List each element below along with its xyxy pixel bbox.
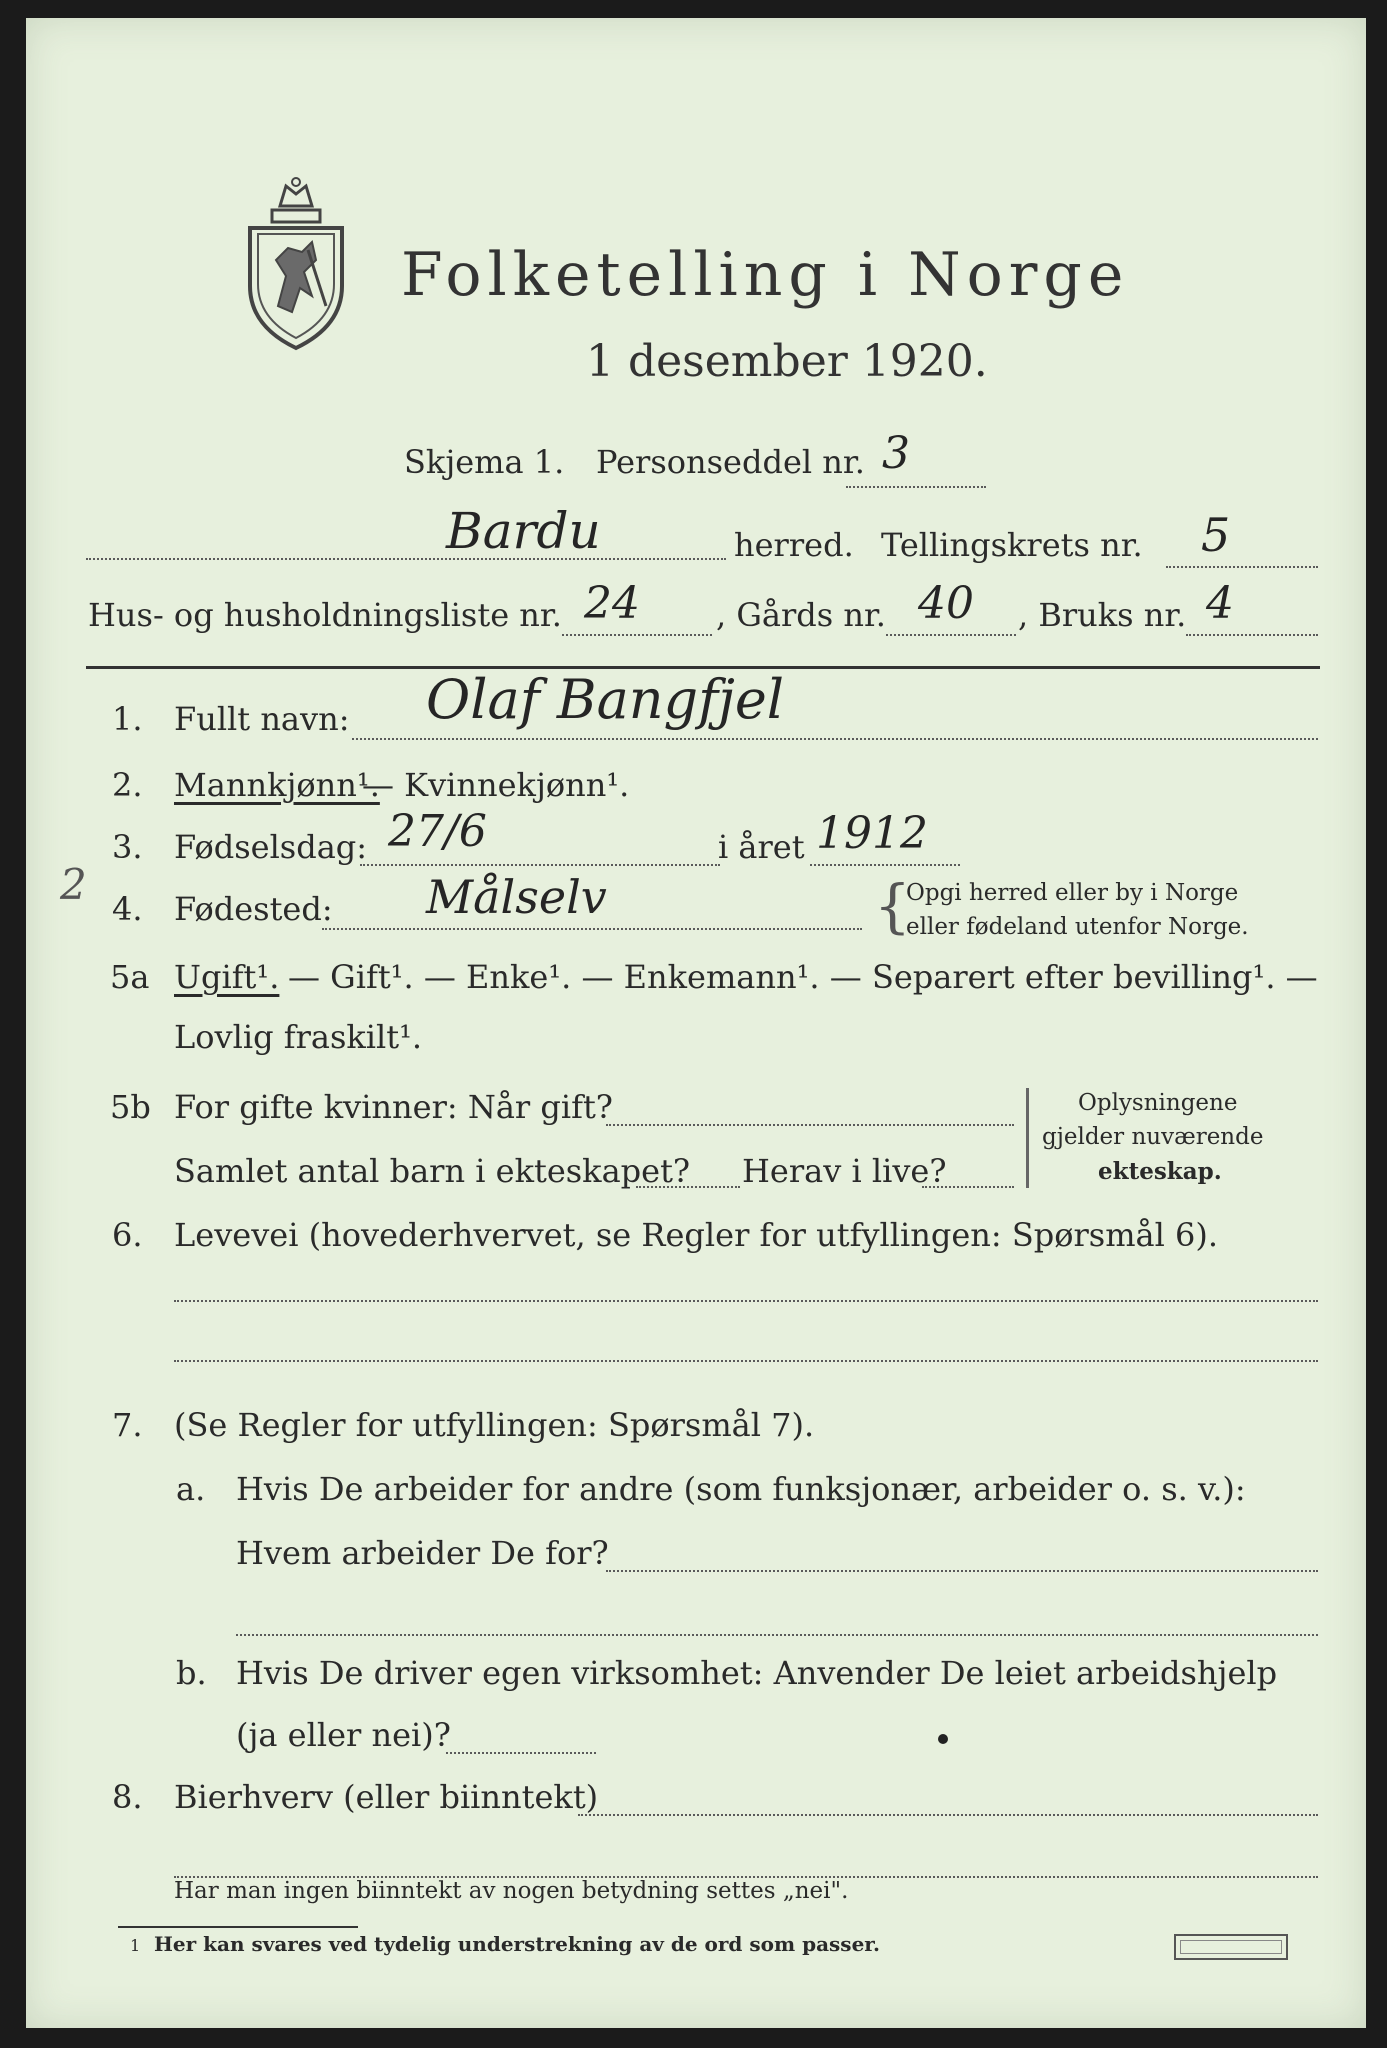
q3-number: 3.: [112, 828, 143, 866]
q2-number: 2.: [112, 766, 143, 804]
q4-brace: {: [874, 872, 911, 940]
q7b-yes-no-line: [446, 1752, 596, 1754]
q5b-alive-label: Herav i live?: [742, 1152, 947, 1190]
q5b-when-married-label: For gifte kvinner: Når gift?: [174, 1088, 613, 1126]
q7a-employer-line: [606, 1570, 1318, 1572]
footnote-mark: 1: [130, 1936, 141, 1955]
q7b-yes-no-label: (ja eller nei)?: [236, 1716, 451, 1754]
q7a-employer-label: Hvem arbeider De for?: [236, 1534, 609, 1572]
gards-value: 40: [918, 578, 974, 629]
bruks-value: 4: [1206, 578, 1234, 629]
bruks-line: [1186, 634, 1318, 636]
q4-note-line2: eller fødeland utenfor Norge.: [906, 914, 1249, 940]
q5b-note-line1: Oplysningene: [1078, 1090, 1238, 1116]
q7a-letter: a.: [176, 1470, 206, 1508]
footer-note: Har man ingen biinntekt av nogen betydning settes „nei".: [174, 1878, 849, 1904]
q3-year-value: 1912: [816, 808, 928, 859]
hus-label: Hus- og husholdningsliste nr.: [88, 596, 562, 634]
margin-mark: 2: [60, 860, 87, 909]
herred-line: [86, 558, 726, 560]
q6-number: 6.: [112, 1216, 143, 1254]
q5a-number: 5a: [110, 958, 150, 996]
q6-line-2: [174, 1360, 1318, 1362]
q1-label: Fullt navn:: [174, 700, 350, 738]
q5a-other-options: — Gift¹. — Enke¹. — Enkemann¹. — Separert efter bevilling¹. —: [288, 958, 1318, 996]
footnote-text: Her kan svares ved tydelig understrekning av de ord som passer.: [154, 1932, 880, 1956]
census-form-page: [26, 18, 1366, 2028]
q6-line-1: [174, 1300, 1318, 1302]
q5b-note-line2: gjelder nuværende: [1042, 1124, 1264, 1150]
q8-label: Bierhverv (eller biinntekt): [174, 1778, 599, 1816]
q1-line: [352, 738, 1318, 740]
q7a-extra-line: [236, 1634, 1318, 1636]
q5a-unmarried-option: Ugift¹.: [174, 958, 280, 996]
q5b-note-line3: ekteskap.: [1098, 1158, 1222, 1185]
tellingskrets-label: Tellingskrets nr.: [881, 526, 1143, 564]
q8-line-1: [578, 1814, 1318, 1816]
q3-label: Fødselsdag:: [174, 828, 368, 866]
q5b-children-label: Samlet antal barn i ekteskapet?: [174, 1152, 691, 1190]
personseddel-line: [846, 486, 986, 488]
herred-label: herred.: [734, 526, 854, 564]
personseddel-label: Personseddel nr.: [596, 443, 865, 481]
herred-value: Bardu: [446, 502, 601, 560]
q5b-when-married-line: [606, 1124, 1014, 1126]
schema-label: Skjema 1.: [404, 443, 565, 481]
q6-label: Levevei (hovederhvervet, se Regler for utfyllingen: Spørsmål 6).: [174, 1216, 1219, 1254]
bruks-label: , Bruks nr.: [1018, 596, 1187, 634]
q4-birthplace-value: Målselv: [426, 870, 607, 924]
q5b-alive-line: [922, 1186, 1014, 1188]
norwegian-coat-of-arms-icon: [242, 176, 350, 351]
q5b-children-line: [636, 1186, 740, 1188]
hus-value: 24: [584, 578, 640, 629]
form-title: Folketelling i Norge: [401, 240, 1130, 310]
ink-dot: [938, 1734, 948, 1744]
q1-number: 1.: [112, 700, 143, 738]
q5a-divorced-option: Lovlig fraskilt¹.: [174, 1018, 423, 1056]
personseddel-value: 3: [882, 428, 910, 479]
printer-stamp-icon: [1174, 1934, 1288, 1960]
q2-female-option: — Kvinnekjønn¹.: [362, 766, 630, 804]
q3-birthday-value: 27/6: [388, 806, 487, 857]
q7a-label: Hvis De arbeider for andre (som funksjonær, arbeider o. s. v.):: [236, 1470, 1246, 1508]
q7-label: (Se Regler for utfyllingen: Spørsmål 7).: [174, 1406, 815, 1444]
q5b-bracket: [1026, 1088, 1029, 1188]
q7-number: 7.: [112, 1406, 143, 1444]
gards-line: [886, 634, 1016, 636]
census-date: 1 desember 1920.: [586, 336, 988, 387]
footnote-rule: [118, 1926, 358, 1928]
q4-number: 4.: [112, 890, 143, 928]
q7b-label: Hvis De driver egen virksomhet: Anvender De leiet arbeidshjelp: [236, 1654, 1278, 1692]
q4-note-line1: Opgi herred eller by i Norge: [906, 880, 1239, 906]
q4-line: [322, 928, 862, 930]
gards-label: , Gårds nr.: [716, 596, 886, 634]
q8-number: 8.: [112, 1778, 143, 1816]
q5b-number: 5b: [110, 1088, 151, 1126]
q3-year-label: i året: [718, 828, 805, 866]
tellingskrets-line: [1166, 566, 1318, 568]
q2-male-option: Mannkjønn¹.: [174, 766, 380, 804]
q3-line: [360, 864, 720, 866]
hus-line: [562, 634, 712, 636]
q3-year-line: [810, 864, 960, 866]
q4-label: Fødested:: [174, 890, 333, 928]
q1-full-name-value: Olaf Bangfjel: [426, 668, 785, 731]
tellingskrets-value: 5: [1201, 508, 1231, 562]
q7b-letter: b.: [176, 1654, 207, 1692]
